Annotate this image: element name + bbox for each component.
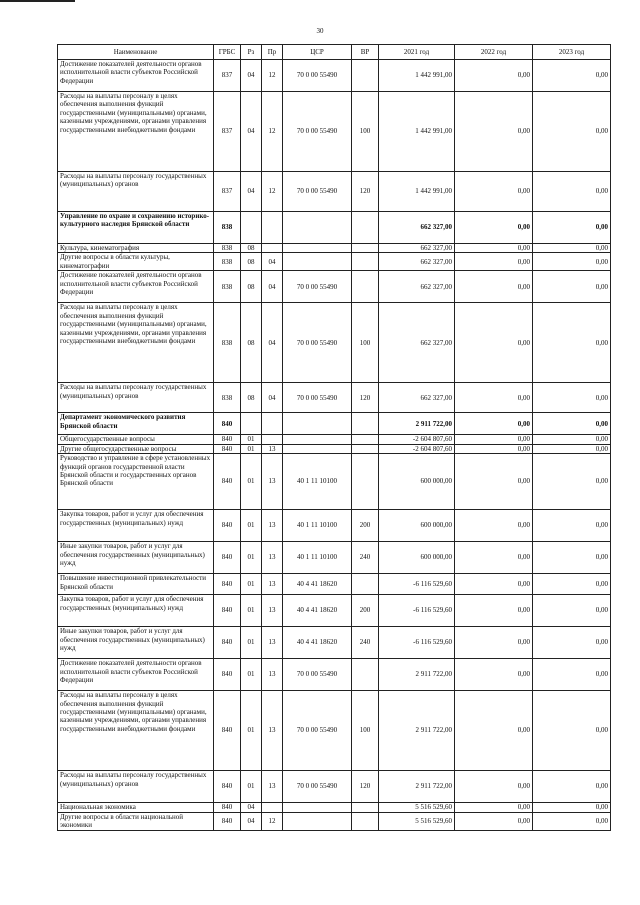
table-row	[58, 803, 611, 812]
cell-rz: 08	[241, 303, 262, 383]
header-name: Наименование	[58, 45, 214, 60]
cell-name: Национальная экономика	[58, 803, 214, 812]
table-row	[58, 253, 611, 271]
cell-name: Другие общегосударственные вопросы	[58, 444, 214, 453]
cell-csr: 70 0 00 55490	[283, 691, 352, 771]
cell-rz: 01	[241, 542, 262, 574]
cell-vr: 200	[352, 595, 379, 627]
table-row	[58, 627, 611, 659]
cell-2022: 0,00	[455, 812, 533, 830]
cell-vr	[352, 413, 379, 435]
cell-2022: 0,00	[455, 595, 533, 627]
cell-2023: 0,00	[533, 627, 611, 659]
cell-vr	[352, 435, 379, 444]
cell-rz: 08	[241, 253, 262, 271]
cell-csr	[283, 244, 352, 253]
cell-2021: 2 911 722,00	[379, 659, 455, 691]
cell-pr: 13	[262, 595, 283, 627]
cell-pr	[262, 803, 283, 812]
cell-2021: 600 000,00	[379, 454, 455, 510]
cell-2022: 0,00	[455, 253, 533, 271]
cell-2022: 0,00	[455, 627, 533, 659]
cell-name: Закупка товаров, работ и услуг для обеспечения государственных (муниципальных) нужд	[58, 510, 214, 542]
table-row	[58, 60, 611, 92]
cell-vr	[352, 60, 379, 92]
cell-2022: 0,00	[455, 574, 533, 595]
cell-2021: -2 604 807,60	[379, 435, 455, 444]
cell-csr	[283, 803, 352, 812]
cell-csr: 70 0 00 55490	[283, 383, 352, 413]
cell-2023: 0,00	[533, 303, 611, 383]
cell-2023: 0,00	[533, 803, 611, 812]
cell-2022: 0,00	[455, 542, 533, 574]
cell-2023: 0,00	[533, 92, 611, 172]
cell-vr	[352, 803, 379, 812]
cell-name: Управление по охране и сохранению историко-культурного наследия Брянской области	[58, 212, 214, 244]
cell-csr: 70 0 00 55490	[283, 60, 352, 92]
table-row	[58, 212, 611, 244]
cell-vr: 100	[352, 303, 379, 383]
cell-2023: 0,00	[533, 812, 611, 830]
cell-vr	[352, 812, 379, 830]
cell-2022: 0,00	[455, 383, 533, 413]
cell-rz: 08	[241, 383, 262, 413]
cell-name: Департамент экономического развития Брянской области	[58, 413, 214, 435]
cell-grbs: 840	[214, 510, 241, 542]
cell-name: Другие вопросы в области национальной экономики	[58, 812, 214, 830]
cell-2022: 0,00	[455, 244, 533, 253]
cell-csr	[283, 212, 352, 244]
cell-vr: 120	[352, 383, 379, 413]
table-row	[58, 92, 611, 172]
cell-2022: 0,00	[455, 413, 533, 435]
cell-2022: 0,00	[455, 510, 533, 542]
cell-2021: 2 911 722,00	[379, 691, 455, 771]
cell-vr	[352, 574, 379, 595]
cell-2021: -2 604 807,60	[379, 444, 455, 453]
cell-rz: 04	[241, 60, 262, 92]
table-row	[58, 271, 611, 303]
table-row	[58, 659, 611, 691]
cell-2022: 0,00	[455, 60, 533, 92]
header-grbs: ГРБС	[214, 45, 241, 60]
cell-2023: 0,00	[533, 244, 611, 253]
cell-pr	[262, 413, 283, 435]
cell-pr: 13	[262, 510, 283, 542]
cell-grbs: 840	[214, 413, 241, 435]
cell-name: Достижение показателей деятельности органов исполнительной власти субъектов Российской Федерации	[58, 271, 214, 303]
header-2023: 2023 год	[533, 45, 611, 60]
cell-2021: 662 327,00	[379, 303, 455, 383]
cell-name: Расходы на выплаты персоналу государственных (муниципальных) органов	[58, 383, 214, 413]
table-row	[58, 574, 611, 595]
cell-rz: 01	[241, 627, 262, 659]
cell-vr: 120	[352, 172, 379, 212]
cell-grbs: 837	[214, 172, 241, 212]
budget-table	[57, 44, 611, 831]
cell-csr: 70 0 00 55490	[283, 771, 352, 803]
cell-2021: -6 116 529,60	[379, 595, 455, 627]
cell-2021: 1 442 991,00	[379, 172, 455, 212]
cell-rz	[241, 413, 262, 435]
cell-name: Иные закупки товаров, работ и услуг для обеспечения государственных (муниципальных) нужд	[58, 627, 214, 659]
cell-name: Расходы на выплаты персоналу в целях обеспечения выполнения функций государственными (муниципальными) органами, казенными учреждениями, органами управления государственными внебюджетными фондами	[58, 303, 214, 383]
cell-grbs: 840	[214, 444, 241, 453]
cell-csr: 40 4 41 18620	[283, 627, 352, 659]
cell-name: Расходы на выплаты персоналу в целях обеспечения выполнения функций государственными (муниципальными) органами, казенными учреждениями, органами управления государственными внебюджетными фондами	[58, 691, 214, 771]
cell-pr	[262, 244, 283, 253]
table-row	[58, 444, 611, 453]
table-row	[58, 435, 611, 444]
cell-name: Общегосударственные вопросы	[58, 435, 214, 444]
cell-pr: 04	[262, 271, 283, 303]
cell-csr	[283, 435, 352, 444]
cell-2021: 2 911 722,00	[379, 771, 455, 803]
cell-vr: 240	[352, 542, 379, 574]
cell-grbs: 840	[214, 595, 241, 627]
cell-name: Другие вопросы в области культуры, кинематографии	[58, 253, 214, 271]
cell-grbs: 840	[214, 454, 241, 510]
cell-grbs: 840	[214, 542, 241, 574]
table-row	[58, 691, 611, 771]
cell-csr	[283, 253, 352, 271]
cell-rz: 04	[241, 92, 262, 172]
top-rule	[0, 0, 75, 2]
cell-2022: 0,00	[455, 212, 533, 244]
cell-grbs: 838	[214, 253, 241, 271]
cell-vr	[352, 444, 379, 453]
cell-rz: 01	[241, 435, 262, 444]
cell-2021: 662 327,00	[379, 271, 455, 303]
cell-name: Достижение показателей деятельности органов исполнительной власти субъектов Российской Федерации	[58, 659, 214, 691]
cell-csr: 70 0 00 55490	[283, 92, 352, 172]
cell-2023: 0,00	[533, 771, 611, 803]
cell-csr: 40 4 41 18620	[283, 595, 352, 627]
header-vr: ВР	[352, 45, 379, 60]
cell-grbs: 840	[214, 574, 241, 595]
cell-grbs: 840	[214, 803, 241, 812]
cell-csr: 70 0 00 55490	[283, 172, 352, 212]
cell-vr	[352, 271, 379, 303]
cell-pr: 04	[262, 253, 283, 271]
cell-pr	[262, 435, 283, 444]
cell-csr: 40 1 11 10100	[283, 454, 352, 510]
cell-2023: 0,00	[533, 253, 611, 271]
cell-2023: 0,00	[533, 212, 611, 244]
cell-pr: 12	[262, 60, 283, 92]
cell-2021: 5 516 529,60	[379, 812, 455, 830]
cell-2023: 0,00	[533, 691, 611, 771]
cell-pr: 13	[262, 574, 283, 595]
cell-2021: 1 442 991,00	[379, 60, 455, 92]
cell-rz: 04	[241, 172, 262, 212]
cell-name: Достижение показателей деятельности органов исполнительной власти субъектов Российской Федерации	[58, 60, 214, 92]
cell-vr: 100	[352, 92, 379, 172]
header-rz: Рз	[241, 45, 262, 60]
cell-pr: 13	[262, 691, 283, 771]
cell-rz: 01	[241, 595, 262, 627]
cell-rz: 01	[241, 771, 262, 803]
cell-2021: 662 327,00	[379, 383, 455, 413]
cell-pr	[262, 212, 283, 244]
cell-name: Расходы на выплаты персоналу в целях обеспечения выполнения функций государственными (муниципальными) органами, казенными учреждениями, органами управления государственными внебюджетными фондами	[58, 92, 214, 172]
cell-2023: 0,00	[533, 595, 611, 627]
table-row	[58, 303, 611, 383]
cell-rz: 01	[241, 659, 262, 691]
header-pr: Пр	[262, 45, 283, 60]
cell-grbs: 837	[214, 60, 241, 92]
table-row	[58, 413, 611, 435]
cell-2022: 0,00	[455, 659, 533, 691]
header-csr: ЦСР	[283, 45, 352, 60]
cell-pr: 12	[262, 92, 283, 172]
cell-csr: 40 1 11 10100	[283, 510, 352, 542]
table-row	[58, 454, 611, 510]
cell-rz: 01	[241, 510, 262, 542]
cell-rz: 08	[241, 271, 262, 303]
table-header-row	[58, 45, 611, 60]
cell-2021: 662 327,00	[379, 244, 455, 253]
cell-2023: 0,00	[533, 383, 611, 413]
cell-csr: 70 0 00 55490	[283, 303, 352, 383]
cell-rz: 01	[241, 574, 262, 595]
cell-pr: 12	[262, 812, 283, 830]
cell-2021: 662 327,00	[379, 212, 455, 244]
cell-vr	[352, 212, 379, 244]
table-row	[58, 383, 611, 413]
cell-grbs: 838	[214, 383, 241, 413]
cell-2023: 0,00	[533, 454, 611, 510]
cell-vr: 240	[352, 627, 379, 659]
cell-vr: 200	[352, 510, 379, 542]
cell-pr: 13	[262, 444, 283, 453]
cell-2022: 0,00	[455, 803, 533, 812]
cell-vr	[352, 454, 379, 510]
cell-name: Повышение инвестиционной привлекательности Брянской области	[58, 574, 214, 595]
cell-vr	[352, 659, 379, 691]
table-row	[58, 542, 611, 574]
cell-vr	[352, 253, 379, 271]
cell-2023: 0,00	[533, 435, 611, 444]
cell-rz: 04	[241, 803, 262, 812]
cell-2022: 0,00	[455, 303, 533, 383]
cell-csr	[283, 413, 352, 435]
cell-name: Расходы на выплаты персоналу государственных (муниципальных) органов	[58, 771, 214, 803]
cell-csr: 70 0 00 55490	[283, 271, 352, 303]
cell-2023: 0,00	[533, 444, 611, 453]
cell-2021: 600 000,00	[379, 542, 455, 574]
cell-csr	[283, 812, 352, 830]
cell-grbs: 840	[214, 691, 241, 771]
cell-name: Культура, кинематография	[58, 244, 214, 253]
cell-csr	[283, 444, 352, 453]
cell-2022: 0,00	[455, 771, 533, 803]
cell-2021: 2 911 722,00	[379, 413, 455, 435]
table-row	[58, 595, 611, 627]
cell-name: Расходы на выплаты персоналу государственных (муниципальных) органов	[58, 172, 214, 212]
cell-grbs: 840	[214, 659, 241, 691]
cell-2023: 0,00	[533, 60, 611, 92]
cell-rz: 08	[241, 244, 262, 253]
cell-2022: 0,00	[455, 444, 533, 453]
table-row	[58, 172, 611, 212]
cell-name: Иные закупки товаров, работ и услуг для обеспечения государственных (муниципальных) нужд	[58, 542, 214, 574]
cell-2021: -6 116 529,60	[379, 627, 455, 659]
cell-2021: 1 442 991,00	[379, 92, 455, 172]
cell-grbs: 840	[214, 771, 241, 803]
cell-vr	[352, 244, 379, 253]
cell-pr: 13	[262, 771, 283, 803]
cell-2021: 662 327,00	[379, 253, 455, 271]
cell-grbs: 837	[214, 92, 241, 172]
cell-2021: 600 000,00	[379, 510, 455, 542]
cell-2022: 0,00	[455, 172, 533, 212]
cell-2022: 0,00	[455, 92, 533, 172]
cell-2023: 0,00	[533, 413, 611, 435]
cell-grbs: 840	[214, 812, 241, 830]
cell-2021: 5 516 529,60	[379, 803, 455, 812]
cell-2023: 0,00	[533, 271, 611, 303]
cell-2022: 0,00	[455, 691, 533, 771]
cell-grbs: 838	[214, 303, 241, 383]
cell-2023: 0,00	[533, 510, 611, 542]
cell-csr: 70 0 00 55490	[283, 659, 352, 691]
cell-2021: -6 116 529,60	[379, 574, 455, 595]
cell-2023: 0,00	[533, 542, 611, 574]
cell-2023: 0,00	[533, 172, 611, 212]
cell-vr: 120	[352, 771, 379, 803]
table-row	[58, 244, 611, 253]
cell-rz: 01	[241, 444, 262, 453]
cell-pr: 13	[262, 659, 283, 691]
table-body	[58, 60, 611, 831]
header-2021: 2021 год	[379, 45, 455, 60]
cell-name: Руководство и управление в сфере установленных функций органов государственной власти Брянской области и государственных органов Брянской области	[58, 454, 214, 510]
cell-pr: 13	[262, 454, 283, 510]
cell-grbs: 838	[214, 244, 241, 253]
cell-pr: 12	[262, 172, 283, 212]
cell-2023: 0,00	[533, 574, 611, 595]
page-number: 30	[316, 27, 324, 35]
cell-rz: 01	[241, 454, 262, 510]
table-row	[58, 812, 611, 830]
cell-2022: 0,00	[455, 454, 533, 510]
cell-rz: 04	[241, 812, 262, 830]
cell-2022: 0,00	[455, 435, 533, 444]
cell-grbs: 840	[214, 435, 241, 444]
header-2022: 2022 год	[455, 45, 533, 60]
cell-2023: 0,00	[533, 659, 611, 691]
cell-pr: 13	[262, 627, 283, 659]
cell-grbs: 838	[214, 212, 241, 244]
cell-csr: 40 1 11 10100	[283, 542, 352, 574]
cell-vr: 100	[352, 691, 379, 771]
cell-rz: 01	[241, 691, 262, 771]
table-row	[58, 771, 611, 803]
cell-pr: 04	[262, 383, 283, 413]
cell-csr: 40 4 41 18620	[283, 574, 352, 595]
cell-pr: 13	[262, 542, 283, 574]
cell-pr: 04	[262, 303, 283, 383]
table-row	[58, 510, 611, 542]
cell-grbs: 838	[214, 271, 241, 303]
cell-rz	[241, 212, 262, 244]
cell-name: Закупка товаров, работ и услуг для обеспечения государственных (муниципальных) нужд	[58, 595, 214, 627]
cell-grbs: 840	[214, 627, 241, 659]
cell-2022: 0,00	[455, 271, 533, 303]
